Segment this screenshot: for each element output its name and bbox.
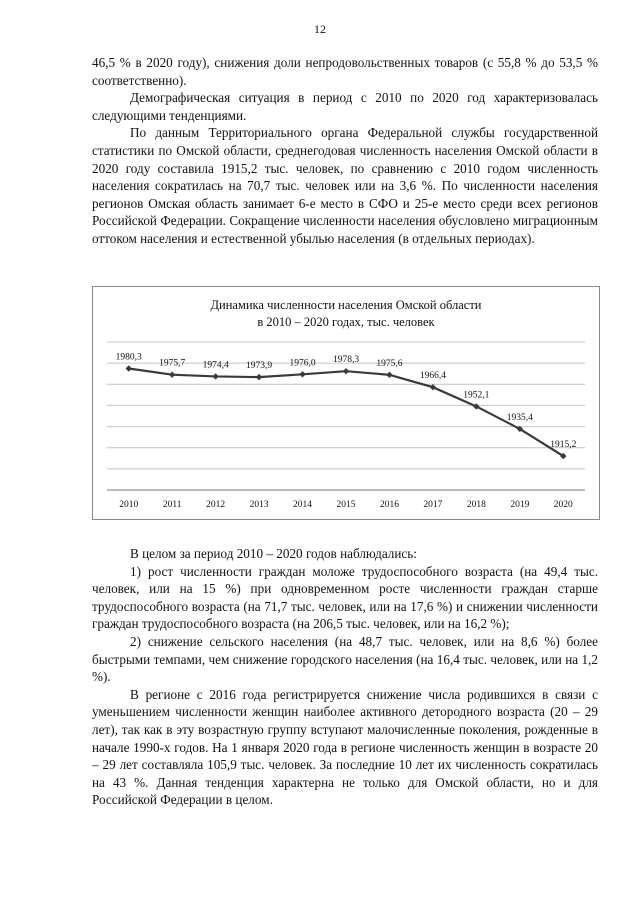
- data-point: [256, 374, 262, 380]
- data-point: [343, 368, 349, 374]
- paragraph: В регионе с 2016 года регистрируется снижение числа родившихся в связи с уменьшением численности женщин наиболее активного детородного возраста (20 – 29 лет), так как в эту возрастную группу вступают малочисленные поколения, рожденные в начале 1990-х годов. На 1 января 2020 года в регионе численность женщин в возрасте 20 – 29 лет составляла 105,9 тыс. человек. За последние 10 лет их численность сократилась на 43 %. Данная тенденция характерна не только для Омской области, но и для Российской Федерации в целом.: [92, 686, 598, 808]
- data-point: [430, 384, 436, 390]
- data-point: [126, 365, 132, 371]
- list-item: 2) снижение сельского населения (на 48,7 тыс. человек, или на 8,6 %) более быстрыми темпами, чем снижение городского населения (на 16,4 тыс. человек, или на 1,2 %).: [92, 633, 598, 685]
- series-line: [129, 369, 564, 457]
- data-label: 1978,3: [332, 355, 360, 366]
- x-tick-label: 2015: [336, 500, 356, 510]
- x-tick-label: 2016: [379, 500, 399, 510]
- data-label: 1915,2: [550, 440, 577, 451]
- text-section-bottom: [92, 545, 598, 809]
- x-tick-label: 2011: [162, 500, 182, 510]
- x-tick-label: 2020: [553, 500, 573, 510]
- paragraph: Демографическая ситуация в период с 2010 по 2020 год характеризовалась следующими тенденциями.: [92, 90, 598, 123]
- chart-title-line-1: Динамика численности населения Омской области: [210, 298, 482, 312]
- data-label: 1975,6: [376, 358, 403, 369]
- list-item: 1) рост численности граждан моложе трудоспособного возраста (на 49,4 тыс. человек, или на 15 %) при одновременном росте численности граждан старше трудоспособного возраста (на 71,7 тыс. человек, или на 17,6 %) и снижении численности граждан трудоспособного возраста (на 206,5 тыс. человек, или на 16,2 %);: [92, 563, 598, 632]
- x-tick-label: 2018: [466, 500, 486, 510]
- population-chart: [92, 286, 600, 520]
- data-point: [169, 371, 175, 377]
- chart-title-line-2: в 2010 – 2020 годах, тыс. человек: [257, 315, 435, 329]
- data-label: 1966,4: [419, 371, 446, 382]
- data-label: 1973,9: [246, 361, 273, 372]
- x-tick-label: 2014: [293, 500, 313, 510]
- paragraph: По данным Территориального органа Федеральной службы государственной статистики по Омской области, среднегодовая численность населения Омской области в 2020 году составила 1915,2 тыс. человек, по сравнению с 2010 годом численность населения сократилась на 70,7 тыс. человек или на 3,6 %. По численности населения регионов Омская область занимает 6-е место в СФО и 25-е место среди всех регионов Российской Федерации. Сокращение численности населения обусловлено миграционным оттоком населения и естественной убылью населения (в отдельных периодах).: [92, 125, 598, 246]
- data-label: 1935,4: [506, 412, 533, 423]
- x-tick-label: 2017: [423, 500, 443, 510]
- text-section-top: [92, 54, 598, 248]
- x-tick-label: 2010: [119, 500, 139, 510]
- data-point: [212, 373, 218, 379]
- x-tick-label: 2019: [510, 500, 530, 510]
- paragraph: 46,5 % в 2020 году), снижения доли непродовольственных товаров (с 55,8 % до 53,5 % соответственно).: [92, 55, 598, 88]
- x-tick-label: 2013: [249, 500, 269, 510]
- chart-canvas: [93, 287, 599, 519]
- data-point: [299, 371, 305, 377]
- data-label: 1976,0: [289, 358, 316, 369]
- data-label: 1974,4: [202, 360, 229, 371]
- data-label: 1975,7: [159, 358, 186, 369]
- paragraph: В целом за период 2010 – 2020 годов наблюдались:: [130, 546, 417, 561]
- x-tick-label: 2012: [206, 500, 226, 510]
- data-label: 1952,1: [463, 390, 490, 401]
- data-label: 1980,3: [115, 352, 142, 363]
- page-number: 12: [314, 22, 326, 36]
- data-point: [386, 372, 392, 378]
